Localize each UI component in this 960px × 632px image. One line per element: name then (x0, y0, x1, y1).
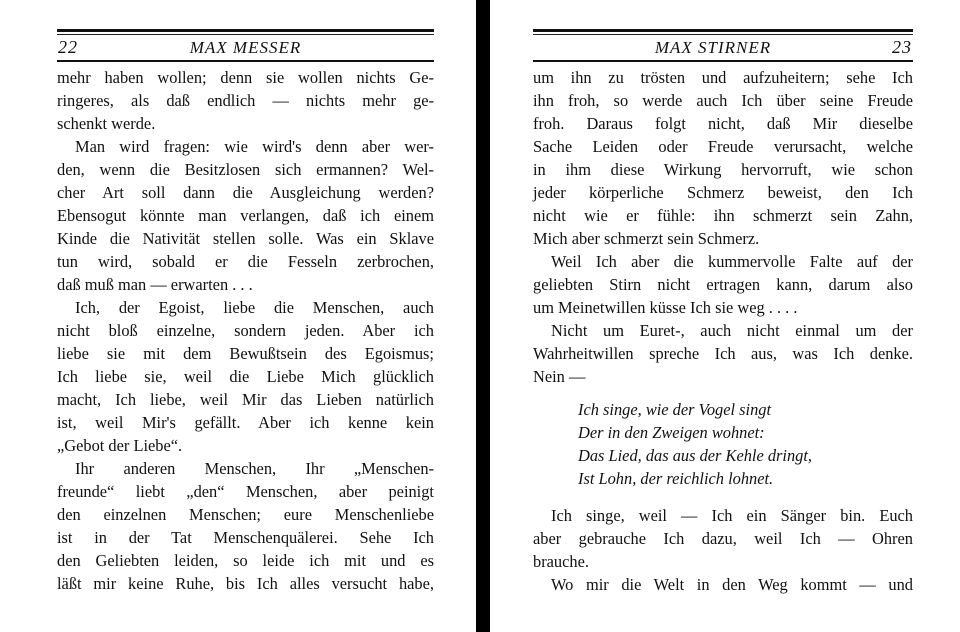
text-line: Ich singe, weil — Ich ein Sänger bin. Euch (551, 506, 913, 525)
text-line: den Geliebten leiden, so leide ich mit und es (57, 551, 434, 570)
left-page (57, 0, 434, 632)
text-line: geliebten Stirn nicht ertragen kann, darum also (533, 275, 913, 294)
text-line: Ebensogut könnte man verlangen, daß ich einem (57, 206, 434, 225)
text-line: Wo mir die Welt in den Weg kommt — und (551, 575, 913, 594)
text-line: ringeres, als daß endlich — nichts mehr ge- (57, 91, 434, 110)
header-rule-thick (57, 29, 434, 32)
text-line: macht, Ich liebe, weil Mir das Lieben natürlich (57, 390, 434, 409)
verse-line: Das Lied, das aus der Kehle dringt, (578, 446, 813, 465)
text-line: ihn froh, so werde auch Ich über seine Freude (533, 91, 913, 110)
running-head-title: MAX STIRNER (654, 38, 772, 57)
text-line: cher Art soll dann die Ausgleichung werden? (57, 183, 434, 202)
text-line: Mich aber schmerzt sein Schmerz. (533, 229, 760, 248)
header-underline-rule (57, 60, 434, 62)
header-rule-thin (57, 34, 434, 35)
text-line: aber gebrauche Ich dazu, weil Ich — Ohren (533, 529, 913, 548)
running-head (533, 37, 913, 59)
text-line: freunde“ liebt „den“ Menschen, aber peinigt (57, 482, 434, 501)
text-line: Ihr anderen Menschen, Ihr „Menschen- (75, 459, 434, 478)
text-line: ist in der Tat Menschenquälerei. Sehe Ich (57, 528, 434, 547)
running-head (57, 37, 434, 59)
text-line: um Meinetwillen küsse Ich sie weg . . . . (533, 298, 798, 317)
verse-line: Der in den Zweigen wohnet: (578, 423, 765, 442)
text-line: tun wird, sobald er die Fesseln zerbrochen, (57, 252, 434, 271)
header-rule-thin (533, 34, 913, 35)
text-line: Weil Ich aber die kummervolle Falte auf der (551, 252, 913, 271)
page-number: 22 (58, 37, 78, 57)
prose-after-verse (533, 504, 913, 596)
text-line: schenkt werde. (57, 114, 156, 133)
right-page (533, 0, 913, 632)
prose-before-verse (533, 66, 913, 388)
text-line: liebe sie mit dem Bewußtsein des Egoismus; (57, 344, 434, 363)
text-line: jeder körperliche Schmerz beweist, den Ich (533, 183, 913, 202)
text-line: nicht bloß einzelne, sondern jeden. Aber ich (57, 321, 434, 340)
page-number: 23 (892, 37, 912, 57)
text-line: ist, weil Mir's gefällt. Aber ich kenne kein (57, 413, 434, 432)
text-line: Ich, der Egoist, liebe die Menschen, auch (75, 298, 434, 317)
text-line: Wahrheitwillen spreche Ich aus, was Ich denke. (533, 344, 913, 363)
running-head-title: MAX MESSER (189, 38, 302, 57)
text-line: in ihm diese Wirkung hervorruft, wie schon (533, 160, 913, 179)
text-line: Kinde die Nativität stellen solle. Was ein Sklave (57, 229, 434, 248)
text-line: froh. Daraus folgt nicht, daß Mir dieselbe (533, 114, 913, 133)
text-line: „Gebot der Liebe“. (57, 436, 183, 455)
header-underline-rule (533, 60, 913, 62)
text-line: Nicht um Euret-, auch nicht einmal um der (551, 321, 913, 340)
text-line: daß muß man — erwarten . . . (57, 275, 253, 294)
book-gutter (476, 0, 490, 632)
text-line: läßt mir keine Ruhe, bis Ich alles versucht habe, (57, 574, 434, 593)
body-text (57, 66, 434, 595)
verse-line: Ist Lohn, der reichlich lohnet. (578, 469, 774, 488)
body-text (533, 66, 913, 596)
text-line: den einzelnen Menschen; eure Menschenliebe (57, 505, 434, 524)
text-line: den, wenn die Besitzlosen sich ermannen? Wel- (57, 160, 434, 179)
text-line: nicht wie er fühle: ihn schmerzt sein Zahn, (533, 206, 913, 225)
text-line: Nein — (533, 367, 586, 386)
text-line: mehr haben wollen; denn sie wollen nichts Ge- (57, 68, 434, 87)
text-line: brauche. (533, 552, 589, 571)
text-line: Ich liebe sie, weil die Liebe Mich glücklich (57, 367, 434, 386)
text-line: Man wird fragen: wie wird's denn aber wer- (75, 137, 434, 156)
verse-line: Ich singe, wie der Vogel singt (578, 400, 772, 419)
text-line: Sache Leiden oder Freude verursacht, welche (533, 137, 913, 156)
verse-block (533, 398, 913, 490)
header-rule-thick (533, 29, 913, 32)
text-line: um ihn zu trösten und aufzuheitern; sehe Ich (533, 68, 913, 87)
